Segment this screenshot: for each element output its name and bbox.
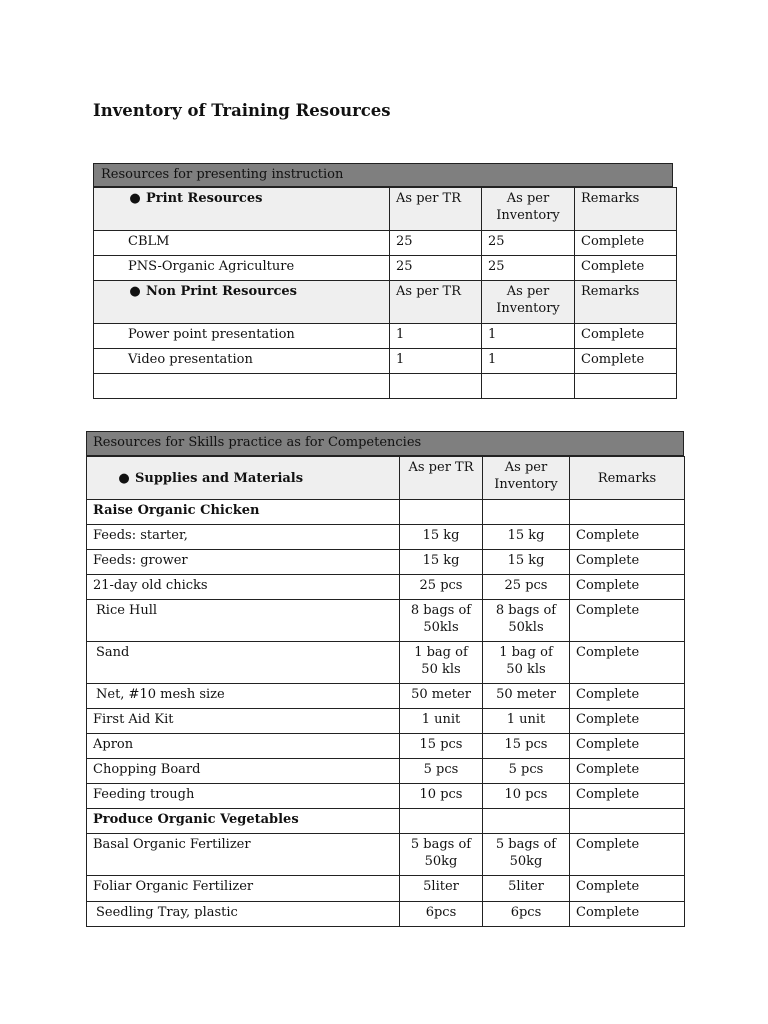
remarks-cell: Complete [570,902,685,927]
as-per-tr-cell: 25 [390,231,482,256]
table-header: Resources for presenting instruction [93,163,673,187]
presenting-instruction-table [93,163,676,399]
material-name-cell: Feeding trough [87,784,400,809]
as-per-tr-cell: 5 bags of 50kg [400,834,483,876]
material-name-cell: Basal Organic Fertilizer [87,834,400,876]
empty-cell [400,809,483,834]
remarks-cell: Complete [570,734,685,759]
material-name-cell: Feeds: starter, [87,525,400,550]
empty-cell [483,500,570,525]
remarks-cell: Complete [570,709,685,734]
material-name-cell: 21-day old chicks [87,575,400,600]
remarks-cell: Complete [575,349,677,374]
table-row [87,902,685,927]
remarks-header: Remarks [575,188,677,231]
as-per-inventory-cell: 15 kg [483,525,570,550]
as-per-inventory-header: As per Inventory [482,281,575,324]
empty-cell [570,500,685,525]
table-row [87,734,685,759]
as-per-inventory-cell: 50 meter [483,684,570,709]
resource-name-cell [94,374,390,399]
table-row [87,550,685,575]
table-row [87,642,685,684]
as-per-inventory-cell [482,374,575,399]
subhead-label-cell: ● Non Print Resources [94,281,390,324]
resource-name-cell: PNS-Organic Agriculture [94,256,390,281]
as-per-tr-cell: 15 kg [400,525,483,550]
as-per-inventory-header: As per Inventory [483,457,570,500]
as-per-inventory-cell: 1 [482,349,575,374]
as-per-tr-cell: 25 [390,256,482,281]
as-per-tr-cell: 6pcs [400,902,483,927]
material-name-cell: Feeds: grower [87,550,400,575]
table-row [87,876,685,902]
remarks-cell: Complete [575,256,677,281]
as-per-inventory-cell: 1 [482,324,575,349]
as-per-tr-cell [390,374,482,399]
remarks-cell: Complete [570,600,685,642]
as-per-tr-cell: 1 bag of 50 kls [400,642,483,684]
as-per-tr-cell: 1 [390,324,482,349]
remarks-cell: Complete [570,759,685,784]
remarks-cell [575,374,677,399]
remarks-cell: Complete [570,642,685,684]
as-per-inventory-cell: 5 bags of 50kg [483,834,570,876]
as-per-tr-header: As per TR [390,188,482,231]
as-per-tr-cell: 1 unit [400,709,483,734]
remarks-cell: Complete [570,550,685,575]
subhead-label-cell: ● Supplies and Materials [87,457,400,500]
table-row [94,324,677,349]
resource-name-cell: Video presentation [94,349,390,374]
as-per-inventory-cell: 6pcs [483,902,570,927]
table-row [87,525,685,550]
table-row [87,575,685,600]
table-subheader-row [94,188,677,231]
table-subheader-row [87,457,685,500]
as-per-tr-header: As per TR [400,457,483,500]
presenting-resources-grid [93,187,677,399]
table-row [94,231,677,256]
page-title: Inventory of Training Resources [93,101,391,120]
blank-row [94,374,677,399]
table-row [87,784,685,809]
subhead-label-cell: ● Print Resources [94,188,390,231]
as-per-tr-header: As per TR [390,281,482,324]
as-per-tr-cell: 5 pcs [400,759,483,784]
section-row [87,809,685,834]
bullet-icon: ● [118,470,130,486]
remarks-cell: Complete [575,324,677,349]
material-name-cell: Apron [87,734,400,759]
as-per-inventory-cell: 25 pcs [483,575,570,600]
table-subheader-row [94,281,677,324]
remarks-cell: Complete [570,834,685,876]
remarks-cell: Complete [570,575,685,600]
as-per-tr-cell: 10 pcs [400,784,483,809]
table-row [87,684,685,709]
as-per-inventory-cell: 25 [482,231,575,256]
as-per-inventory-cell: 5 pcs [483,759,570,784]
remarks-cell: Complete [570,876,685,902]
material-name-cell: Sand [87,642,400,684]
as-per-inventory-header: As per Inventory [482,188,575,231]
empty-cell [483,809,570,834]
table-row [87,709,685,734]
remarks-header: Remarks [570,457,685,500]
as-per-inventory-cell: 8 bags of 50kls [483,600,570,642]
table-row [94,256,677,281]
as-per-inventory-cell: 5liter [483,876,570,902]
material-name-cell: Rice Hull [87,600,400,642]
remarks-cell: Complete [570,784,685,809]
material-name-cell: Net, #10 mesh size [87,684,400,709]
as-per-inventory-cell: 1 bag of 50 kls [483,642,570,684]
skills-practice-table [86,431,684,927]
material-name-cell: Seedling Tray, plastic [87,902,400,927]
table-header: Resources for Skills practice as for Competencies [86,431,684,456]
material-name-cell: Chopping Board [87,759,400,784]
resource-name-cell: Power point presentation [94,324,390,349]
as-per-inventory-cell: 25 [482,256,575,281]
table-row [87,600,685,642]
section-row [87,500,685,525]
table-row [87,759,685,784]
section-title-cell: Raise Organic Chicken [87,500,400,525]
empty-cell [570,809,685,834]
skills-resources-grid [86,456,685,927]
as-per-inventory-cell: 15 kg [483,550,570,575]
as-per-tr-cell: 25 pcs [400,575,483,600]
bullet-icon: ● [129,191,141,206]
as-per-tr-cell: 5liter [400,876,483,902]
as-per-inventory-cell: 10 pcs [483,784,570,809]
remarks-header: Remarks [575,281,677,324]
material-name-cell: First Aid Kit [87,709,400,734]
table-row [87,834,685,876]
section-title-cell: Produce Organic Vegetables [87,809,400,834]
empty-cell [400,500,483,525]
as-per-tr-cell: 1 [390,349,482,374]
material-name-cell: Foliar Organic Fertilizer [87,876,400,902]
remarks-cell: Complete [570,525,685,550]
remarks-cell: Complete [570,684,685,709]
as-per-inventory-cell: 1 unit [483,709,570,734]
as-per-inventory-cell: 15 pcs [483,734,570,759]
as-per-tr-cell: 15 pcs [400,734,483,759]
as-per-tr-cell: 50 meter [400,684,483,709]
as-per-tr-cell: 15 kg [400,550,483,575]
resource-name-cell: CBLM [94,231,390,256]
table-row [94,349,677,374]
as-per-tr-cell: 8 bags of 50kls [400,600,483,642]
remarks-cell: Complete [575,231,677,256]
bullet-icon: ● [129,284,141,299]
